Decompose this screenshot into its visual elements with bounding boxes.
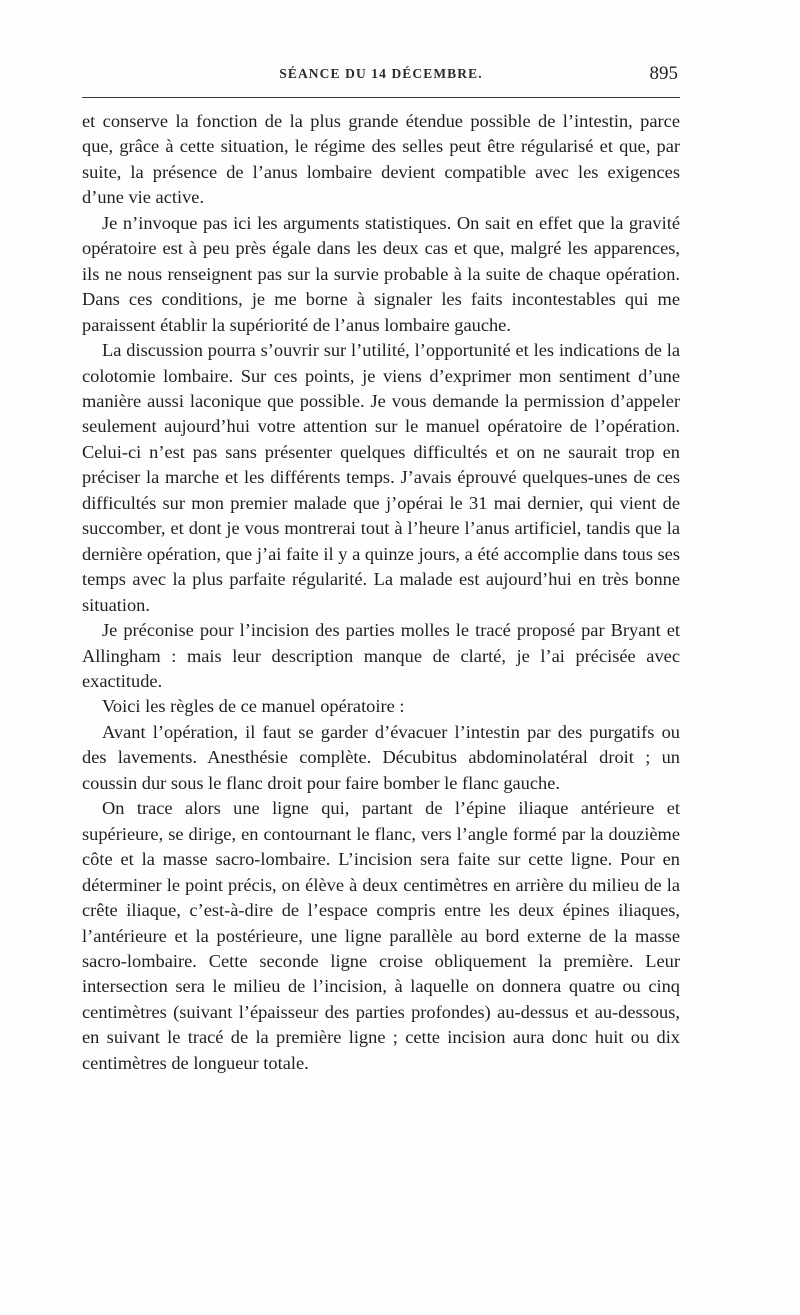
header-rule: [82, 97, 680, 98]
paragraph: Voici les règles de ce manuel opératoire :: [102, 696, 405, 717]
paragraph: Je n’invoque pas ici les arguments statistiques. On sait en effet que la gravité opératoire est à peu près égale dans les deux cas et que, malgré les apparences, ils ne nous renseignent pas sur la survie probable à la suite de chaque opération. Dans ces conditions, je me borne à signaler les faits incontestables qui me paraissent établir la supériorité de l’anus lombaire gauche.: [82, 212, 680, 335]
paragraph: Je préconise pour l’incision des parties molles le tracé proposé par Bryant et Allingham : mais leur description manque de clarté, je l’ai précisée avec exactitude.: [82, 620, 680, 691]
paragraph: Avant l’opération, il faut se garder d’évacuer l’intestin par des purgatifs ou des lavements. Anesthésie complète. Décubitus abdominolatéral droit ; un coussin dur sous le flanc droit pour faire bomber le flanc gauche.: [82, 721, 680, 793]
paragraph: La discussion pourra s’ouvrir sur l’utilité, l’opportunité et les indications de la colotomie lombaire. Sur ces points, je viens d’exprimer mon sentiment d’une manière aussi laconique que possible. Je vous demande la permission d’appeler seulement aujourd’hui votre attention sur le manuel opératoire de l’opération. Celui-ci n’est pas sans présenter quelques difficultés et on ne saurait trop en préciser la marche et les différents temps. J’avais éprouvé quelques-unes de ces difficultés sur mon premier malade que j’opérai le 31 mai dernier, qui vient de succomber, et dont je vous montrerai tout à l’heure l’anus artificiel, tandis que la dernière opération, que j’ai faite il y a quinze jours, a été accomplie dans tous ses temps avec la plus parfaite régularité. La malade est aujourd’hui en très bonne situation.: [82, 340, 680, 615]
paragraph: On trace alors une ligne qui, partant de l’épine iliaque antérieure et supérieure, se dirige, en contournant le flanc, vers l’angle formé par la douzième côte et la masse sacro-lombaire. L’incision sera faite sur cette ligne. Pour en déterminer le point précis, on élève à deux centimètres en arrière du milieu de la crête iliaque, c’est-à-dire de l’espace compris entre les deux épines iliaques, l’antérieure et la postérieure, une ligne parallèle au bord externe de la masse sacro-lombaire. Cette seconde ligne croise obliquement la première. Leur intersection sera le milieu de l’incision, à laquelle on donnera quatre ou cinq centimètres (suivant l’épaisseur des parties profondes) au-dessus et au-dessous, en suivant le tracé de la première ligne ; cette incision aura donc huit ou dix centimètres de longueur totale.: [82, 798, 680, 1073]
page-number: 895: [649, 63, 678, 84]
page-header: [82, 63, 680, 92]
paragraph: et conserve la fonction de la plus grande étendue possible de l’intestin, parce que, grâce à cette situation, le régime des selles peut être régularisé et que, par suite, la présence de l’anus lombaire devient compatible avec les exigences d’une vie active.: [82, 111, 680, 208]
body-text: [82, 109, 680, 1076]
running-head: SÉANCE DU 14 DÉCEMBRE.: [279, 66, 483, 81]
